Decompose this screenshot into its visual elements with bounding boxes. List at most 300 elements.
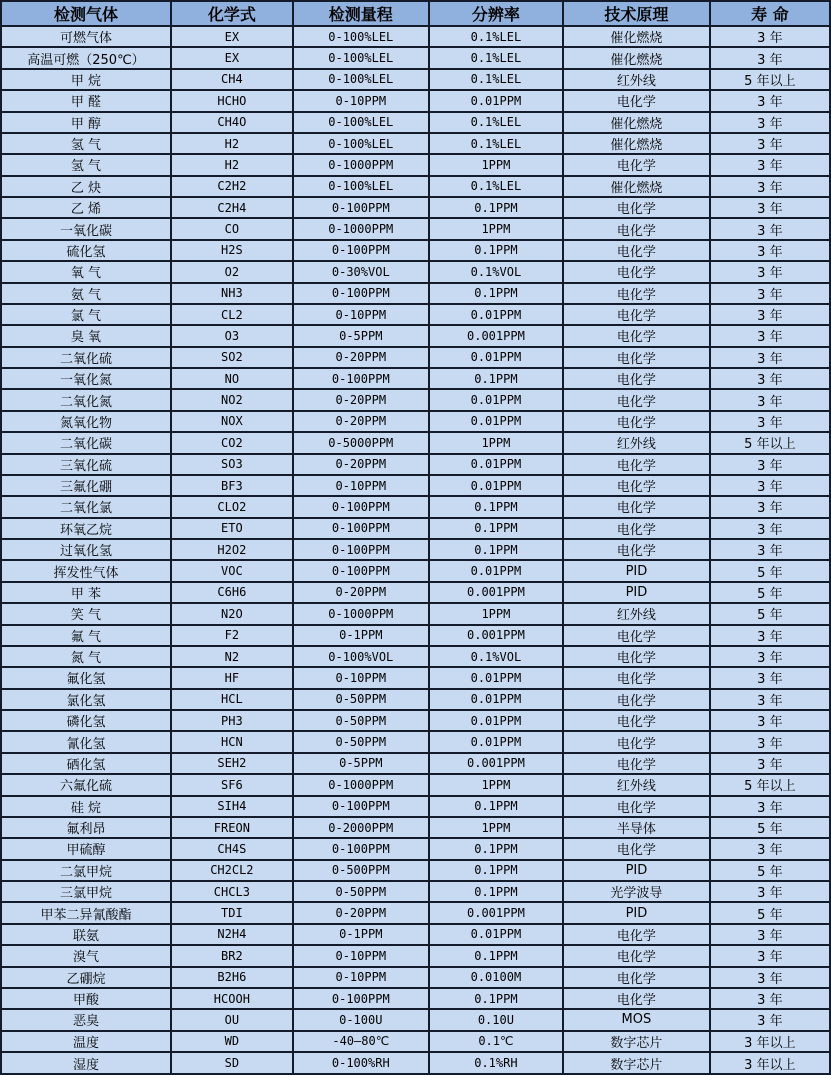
cell-lifespan: 3 年	[710, 710, 830, 731]
cell-formula: CH4S	[171, 838, 293, 859]
cell-gas: 六氟化硫	[1, 774, 171, 795]
table-row	[1, 411, 830, 432]
cell-range: 0-100PPM	[293, 283, 429, 304]
cell-formula: CH4O	[171, 112, 293, 133]
cell-range: 0-1000PPM	[293, 774, 429, 795]
cell-range: 0-100%VOL	[293, 646, 429, 667]
cell-resolution: 0.01PPM	[429, 689, 563, 710]
cell-formula: BF3	[171, 475, 293, 496]
cell-range: 0-20PPM	[293, 902, 429, 923]
cell-gas: 甲 苯	[1, 582, 171, 603]
table-row	[1, 283, 830, 304]
cell-gas: 三氯甲烷	[1, 881, 171, 902]
cell-resolution: 0.1PPM	[429, 518, 563, 539]
cell-resolution: 0.1PPM	[429, 881, 563, 902]
cell-lifespan: 3 年	[710, 924, 830, 945]
cell-range: 0-100PPM	[293, 496, 429, 517]
cell-principle: 催化燃烧	[563, 26, 710, 47]
cell-formula: EX	[171, 26, 293, 47]
cell-gas: 甲硫醇	[1, 838, 171, 859]
cell-resolution: 0.01PPM	[429, 389, 563, 410]
cell-formula: H2	[171, 154, 293, 175]
cell-formula: N2O	[171, 603, 293, 624]
cell-range: 0-1000PPM	[293, 603, 429, 624]
table-row	[1, 133, 830, 154]
cell-gas: 甲 醇	[1, 112, 171, 133]
cell-principle: 电化学	[563, 197, 710, 218]
table-row	[1, 988, 830, 1009]
cell-range: 0-10PPM	[293, 304, 429, 325]
cell-gas: 二氯甲烷	[1, 860, 171, 881]
table-row	[1, 1031, 830, 1052]
cell-gas: 三氟化硼	[1, 475, 171, 496]
cell-lifespan: 3 年	[710, 325, 830, 346]
cell-resolution: 1PPM	[429, 218, 563, 239]
cell-formula: CHCL3	[171, 881, 293, 902]
cell-range: 0-10PPM	[293, 90, 429, 111]
cell-range: 0-100%LEL	[293, 112, 429, 133]
table-row	[1, 112, 830, 133]
cell-resolution: 1PPM	[429, 154, 563, 175]
cell-principle: 电化学	[563, 90, 710, 111]
cell-resolution: 0.01PPM	[429, 475, 563, 496]
cell-range: 0-1000PPM	[293, 154, 429, 175]
cell-principle: 电化学	[563, 710, 710, 731]
cell-formula: TDI	[171, 902, 293, 923]
table-row	[1, 881, 830, 902]
table-row	[1, 454, 830, 475]
cell-lifespan: 3 年	[710, 368, 830, 389]
cell-range: 0-100PPM	[293, 838, 429, 859]
cell-gas: 氮 气	[1, 646, 171, 667]
cell-range: 0-100PPM	[293, 518, 429, 539]
cell-resolution: 0.001PPM	[429, 582, 563, 603]
table-row	[1, 26, 830, 47]
table-row	[1, 1009, 830, 1030]
cell-formula: CLO2	[171, 496, 293, 517]
cell-range: 0-100%RH	[293, 1052, 429, 1074]
table-row	[1, 817, 830, 838]
cell-resolution: 0.1%LEL	[429, 112, 563, 133]
cell-lifespan: 3 年	[710, 967, 830, 988]
cell-range: 0-50PPM	[293, 731, 429, 752]
cell-lifespan: 5 年	[710, 582, 830, 603]
table-row	[1, 325, 830, 346]
cell-formula: HCOOH	[171, 988, 293, 1009]
cell-principle: 催化燃烧	[563, 112, 710, 133]
table-row	[1, 496, 830, 517]
cell-lifespan: 3 年	[710, 475, 830, 496]
cell-gas: 氟化氢	[1, 667, 171, 688]
cell-range: 0-20PPM	[293, 389, 429, 410]
cell-range: 0-100PPM	[293, 197, 429, 218]
table-row	[1, 731, 830, 752]
cell-gas: 一氧化氮	[1, 368, 171, 389]
cell-principle: 电化学	[563, 689, 710, 710]
cell-gas: 环氧乙烷	[1, 518, 171, 539]
cell-formula: NOX	[171, 411, 293, 432]
cell-lifespan: 3 年	[710, 411, 830, 432]
cell-resolution: 0.1℃	[429, 1031, 563, 1052]
table-row	[1, 603, 830, 624]
cell-gas: 甲 醛	[1, 90, 171, 111]
cell-lifespan: 5 年以上	[710, 69, 830, 90]
cell-range: 0-1PPM	[293, 625, 429, 646]
cell-formula: CO2	[171, 432, 293, 453]
table-row	[1, 90, 830, 111]
cell-formula: NO	[171, 368, 293, 389]
cell-principle: 电化学	[563, 304, 710, 325]
cell-gas: 过氧化氢	[1, 539, 171, 560]
cell-lifespan: 5 年	[710, 560, 830, 581]
cell-gas: 氧 气	[1, 261, 171, 282]
cell-principle: 电化学	[563, 389, 710, 410]
cell-gas: 氨 气	[1, 283, 171, 304]
cell-principle: 电化学	[563, 347, 710, 368]
table-row	[1, 368, 830, 389]
table-row	[1, 261, 830, 282]
cell-principle: 红外线	[563, 432, 710, 453]
table-row	[1, 924, 830, 945]
cell-principle: 电化学	[563, 646, 710, 667]
cell-resolution: 0.1PPM	[429, 945, 563, 966]
table-row	[1, 646, 830, 667]
cell-resolution: 1PPM	[429, 774, 563, 795]
cell-gas: 二氧化氮	[1, 389, 171, 410]
cell-lifespan: 3 年以上	[710, 1031, 830, 1052]
cell-range: 0-5PPM	[293, 753, 429, 774]
cell-formula: CL2	[171, 304, 293, 325]
cell-gas: 甲苯二异氰酸酯	[1, 902, 171, 923]
cell-range: 0-1000PPM	[293, 218, 429, 239]
column-header-gas: 检测气体	[1, 1, 171, 26]
table-row	[1, 710, 830, 731]
cell-principle: 电化学	[563, 368, 710, 389]
column-header-lifespan: 寿 命	[710, 1, 830, 26]
cell-principle: 半导体	[563, 817, 710, 838]
cell-formula: BR2	[171, 945, 293, 966]
cell-lifespan: 3 年	[710, 176, 830, 197]
cell-range: 0-50PPM	[293, 881, 429, 902]
cell-resolution: 0.0100M	[429, 967, 563, 988]
cell-range: 0-10PPM	[293, 475, 429, 496]
table-row	[1, 967, 830, 988]
cell-formula: SO2	[171, 347, 293, 368]
cell-formula: HCL	[171, 689, 293, 710]
cell-principle: PID	[563, 902, 710, 923]
cell-lifespan: 3 年	[710, 539, 830, 560]
cell-principle: PID	[563, 560, 710, 581]
table-row	[1, 347, 830, 368]
table-row	[1, 774, 830, 795]
cell-formula: NO2	[171, 389, 293, 410]
cell-lifespan: 3 年	[710, 689, 830, 710]
cell-range: 0-50PPM	[293, 689, 429, 710]
cell-formula: H2	[171, 133, 293, 154]
cell-lifespan: 3 年	[710, 988, 830, 1009]
table-row	[1, 389, 830, 410]
table-row	[1, 860, 830, 881]
table-row	[1, 902, 830, 923]
cell-principle: 电化学	[563, 154, 710, 175]
cell-lifespan: 3 年	[710, 625, 830, 646]
cell-principle: 电化学	[563, 753, 710, 774]
table-row	[1, 667, 830, 688]
cell-gas: 可燃气体	[1, 26, 171, 47]
table-row	[1, 689, 830, 710]
cell-formula: N2H4	[171, 924, 293, 945]
cell-lifespan: 3 年	[710, 261, 830, 282]
cell-lifespan: 3 年以上	[710, 1052, 830, 1074]
cell-resolution: 0.01PPM	[429, 924, 563, 945]
cell-lifespan: 3 年	[710, 731, 830, 752]
cell-lifespan: 3 年	[710, 154, 830, 175]
cell-resolution: 0.1PPM	[429, 496, 563, 517]
cell-gas: 联氨	[1, 924, 171, 945]
cell-principle: 电化学	[563, 967, 710, 988]
cell-lifespan: 3 年	[710, 112, 830, 133]
cell-principle: PID	[563, 582, 710, 603]
cell-formula: SIH4	[171, 796, 293, 817]
cell-formula: ETO	[171, 518, 293, 539]
cell-range: 0-20PPM	[293, 347, 429, 368]
cell-lifespan: 5 年	[710, 902, 830, 923]
cell-formula: SD	[171, 1052, 293, 1074]
cell-resolution: 0.1PPM	[429, 283, 563, 304]
cell-gas: 温度	[1, 1031, 171, 1052]
cell-resolution: 0.10U	[429, 1009, 563, 1030]
cell-resolution: 0.1PPM	[429, 539, 563, 560]
cell-formula: N2	[171, 646, 293, 667]
cell-gas: 二氧化碳	[1, 432, 171, 453]
cell-resolution: 0.01PPM	[429, 667, 563, 688]
table-row	[1, 582, 830, 603]
cell-principle: 电化学	[563, 454, 710, 475]
table-row	[1, 218, 830, 239]
cell-lifespan: 3 年	[710, 90, 830, 111]
cell-resolution: 0.1%VOL	[429, 261, 563, 282]
table-row	[1, 69, 830, 90]
cell-formula: CO	[171, 218, 293, 239]
cell-resolution: 0.01PPM	[429, 454, 563, 475]
cell-range: 0-100PPM	[293, 560, 429, 581]
cell-range: 0-5000PPM	[293, 432, 429, 453]
cell-gas: 硫化氢	[1, 240, 171, 261]
cell-formula: VOC	[171, 560, 293, 581]
cell-formula: OU	[171, 1009, 293, 1030]
cell-formula: HCN	[171, 731, 293, 752]
cell-resolution: 1PPM	[429, 603, 563, 624]
cell-range: 0-20PPM	[293, 411, 429, 432]
cell-resolution: 1PPM	[429, 817, 563, 838]
cell-resolution: 0.001PPM	[429, 753, 563, 774]
cell-range: 0-100PPM	[293, 539, 429, 560]
cell-lifespan: 3 年	[710, 240, 830, 261]
cell-formula: NH3	[171, 283, 293, 304]
cell-resolution: 0.1PPM	[429, 860, 563, 881]
cell-principle: 电化学	[563, 475, 710, 496]
column-header-range: 检测量程	[293, 1, 429, 26]
cell-formula: WD	[171, 1031, 293, 1052]
cell-gas: 恶臭	[1, 1009, 171, 1030]
cell-principle: PID	[563, 860, 710, 881]
table-row	[1, 304, 830, 325]
cell-formula: C6H6	[171, 582, 293, 603]
cell-resolution: 0.01PPM	[429, 731, 563, 752]
cell-lifespan: 5 年以上	[710, 774, 830, 795]
cell-resolution: 0.001PPM	[429, 902, 563, 923]
cell-lifespan: 3 年	[710, 389, 830, 410]
cell-lifespan: 3 年	[710, 796, 830, 817]
cell-range: 0-10PPM	[293, 967, 429, 988]
cell-range: 0-500PPM	[293, 860, 429, 881]
cell-range: 0-100%LEL	[293, 69, 429, 90]
cell-principle: 电化学	[563, 261, 710, 282]
cell-range: 0-20PPM	[293, 454, 429, 475]
cell-principle: 催化燃烧	[563, 133, 710, 154]
cell-lifespan: 5 年	[710, 603, 830, 624]
cell-principle: 光学波导	[563, 881, 710, 902]
cell-resolution: 0.01PPM	[429, 347, 563, 368]
cell-resolution: 0.1PPM	[429, 240, 563, 261]
cell-gas: 磷化氢	[1, 710, 171, 731]
cell-principle: 电化学	[563, 496, 710, 517]
cell-range: 0-100PPM	[293, 796, 429, 817]
cell-principle: 电化学	[563, 240, 710, 261]
cell-gas: 甲酸	[1, 988, 171, 1009]
cell-formula: F2	[171, 625, 293, 646]
cell-gas: 甲 烷	[1, 69, 171, 90]
cell-formula: H2O2	[171, 539, 293, 560]
cell-gas: 二氧化硫	[1, 347, 171, 368]
cell-range: 0-30%VOL	[293, 261, 429, 282]
cell-range: 0-100PPM	[293, 240, 429, 261]
cell-gas: 硒化氢	[1, 753, 171, 774]
cell-principle: 电化学	[563, 411, 710, 432]
cell-resolution: 0.1%VOL	[429, 646, 563, 667]
table-row	[1, 154, 830, 175]
cell-formula: CH2CL2	[171, 860, 293, 881]
cell-gas: 氢 气	[1, 154, 171, 175]
table-row	[1, 625, 830, 646]
cell-principle: 电化学	[563, 945, 710, 966]
cell-resolution: 0.01PPM	[429, 560, 563, 581]
table-row	[1, 539, 830, 560]
table-row	[1, 796, 830, 817]
cell-range: 0-100PPM	[293, 988, 429, 1009]
cell-lifespan: 3 年	[710, 197, 830, 218]
cell-resolution: 0.1%LEL	[429, 176, 563, 197]
cell-gas: 氢 气	[1, 133, 171, 154]
table-row	[1, 475, 830, 496]
cell-range: 0-100%LEL	[293, 47, 429, 68]
cell-principle: 电化学	[563, 988, 710, 1009]
cell-lifespan: 3 年	[710, 133, 830, 154]
cell-range: 0-100U	[293, 1009, 429, 1030]
cell-formula: SF6	[171, 774, 293, 795]
cell-gas: 硅 烷	[1, 796, 171, 817]
cell-range: 0-100%LEL	[293, 133, 429, 154]
cell-resolution: 0.1%LEL	[429, 47, 563, 68]
cell-gas: 一氧化碳	[1, 218, 171, 239]
cell-resolution: 0.01PPM	[429, 304, 563, 325]
cell-lifespan: 3 年	[710, 47, 830, 68]
cell-formula: FREON	[171, 817, 293, 838]
table-header	[1, 1, 830, 26]
cell-principle: 电化学	[563, 838, 710, 859]
cell-principle: 电化学	[563, 924, 710, 945]
column-header-resolution: 分辨率	[429, 1, 563, 26]
cell-gas: 笑 气	[1, 603, 171, 624]
cell-principle: 电化学	[563, 283, 710, 304]
table-row	[1, 945, 830, 966]
cell-gas: 氯 气	[1, 304, 171, 325]
table-row	[1, 1052, 830, 1074]
table-row	[1, 560, 830, 581]
column-header-formula: 化学式	[171, 1, 293, 26]
cell-gas: 乙 烯	[1, 197, 171, 218]
cell-range: 0-10PPM	[293, 667, 429, 688]
cell-range: 0-20PPM	[293, 582, 429, 603]
cell-principle: 电化学	[563, 218, 710, 239]
cell-lifespan: 3 年	[710, 667, 830, 688]
cell-gas: 三氧化硫	[1, 454, 171, 475]
cell-resolution: 0.1PPM	[429, 988, 563, 1009]
cell-lifespan: 3 年	[710, 518, 830, 539]
cell-range: 0-100%LEL	[293, 26, 429, 47]
cell-lifespan: 3 年	[710, 646, 830, 667]
cell-gas: 臭 氧	[1, 325, 171, 346]
cell-formula: SEH2	[171, 753, 293, 774]
cell-principle: 电化学	[563, 796, 710, 817]
cell-gas: 氰化氢	[1, 731, 171, 752]
cell-principle: 红外线	[563, 69, 710, 90]
cell-formula: H2S	[171, 240, 293, 261]
cell-range: 0-50PPM	[293, 710, 429, 731]
cell-principle: 电化学	[563, 325, 710, 346]
cell-lifespan: 3 年	[710, 283, 830, 304]
cell-lifespan: 3 年	[710, 1009, 830, 1030]
cell-lifespan: 5 年	[710, 860, 830, 881]
table-row	[1, 240, 830, 261]
cell-range: 0-10PPM	[293, 945, 429, 966]
cell-principle: 电化学	[563, 518, 710, 539]
cell-formula: CH4	[171, 69, 293, 90]
table-row	[1, 432, 830, 453]
cell-formula: HCHO	[171, 90, 293, 111]
table-row	[1, 176, 830, 197]
cell-principle: 电化学	[563, 667, 710, 688]
cell-principle: 数字芯片	[563, 1031, 710, 1052]
cell-resolution: 0.1%LEL	[429, 133, 563, 154]
cell-gas: 溴气	[1, 945, 171, 966]
cell-resolution: 0.1PPM	[429, 838, 563, 859]
cell-resolution: 0.01PPM	[429, 411, 563, 432]
cell-resolution: 0.1PPM	[429, 796, 563, 817]
cell-formula: O2	[171, 261, 293, 282]
column-header-principle: 技术原理	[563, 1, 710, 26]
cell-lifespan: 3 年	[710, 496, 830, 517]
cell-resolution: 0.01PPM	[429, 710, 563, 731]
cell-principle: 催化燃烧	[563, 176, 710, 197]
cell-resolution: 0.1PPM	[429, 368, 563, 389]
cell-formula: HF	[171, 667, 293, 688]
cell-range: 0-1PPM	[293, 924, 429, 945]
cell-resolution: 1PPM	[429, 432, 563, 453]
cell-principle: 电化学	[563, 539, 710, 560]
cell-lifespan: 3 年	[710, 881, 830, 902]
cell-resolution: 0.001PPM	[429, 325, 563, 346]
